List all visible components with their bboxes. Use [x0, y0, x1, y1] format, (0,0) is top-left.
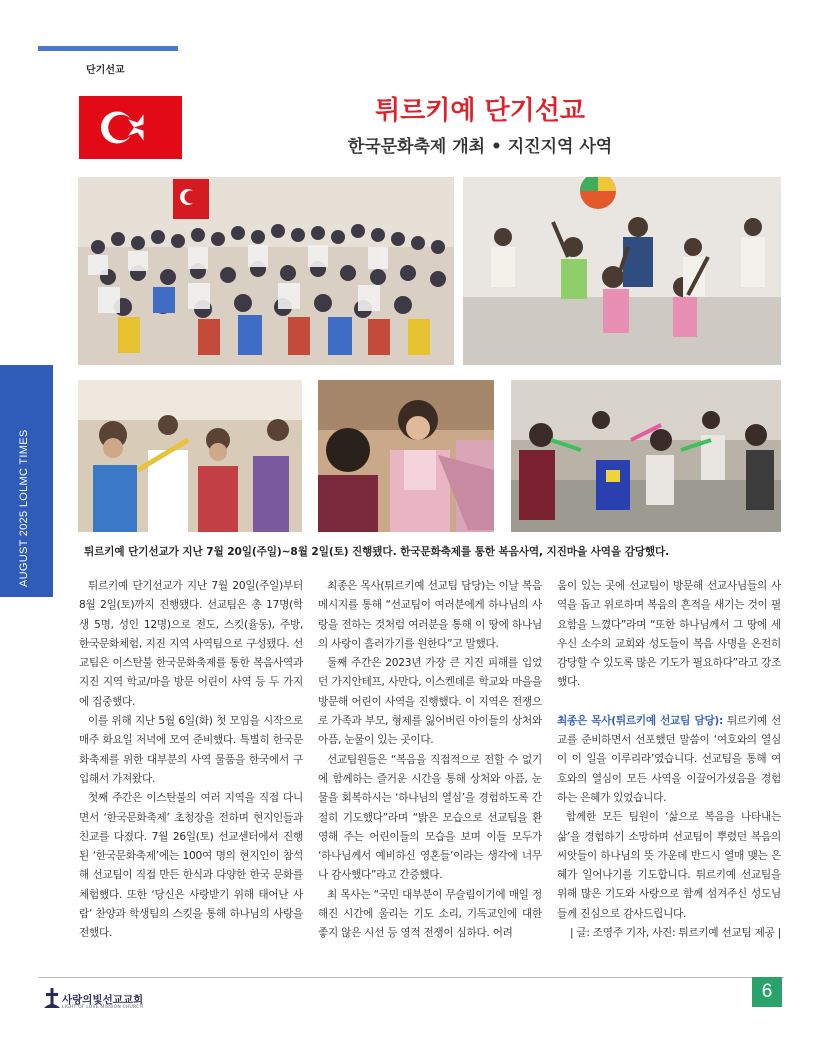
paragraph: 첫째 주간은 이스탄불의 여러 지역을 직접 다니면서 ‘한국문화축제’ 초청장을 전하며 현지인들과 친교를 다졌다. 7월 26일(토) 선교센터에서 진행된 ‘한국문화축제’에는 100여 명의 현지인이 참석해 선교팀이 직접 만든 한식과 다양한 한국 문화를 체험했다. 또한 ‘당신은 사랑받기 위해 태어난 사람’ 찬양과 학생팀의 스킷을 통해 하나님의 사랑을 전했다.	[79, 792, 303, 940]
article-column-3	[557, 577, 781, 943]
balloon-photo	[511, 380, 781, 532]
side-tab-label: AUGUST 2025 LOLMC TIMES	[18, 429, 30, 587]
paragraph: 선교팀원들은 “복음을 직접적으로 전할 수 없기에 함께하는 즐거운 시간을 통해 상처와 아픔, 눈물을 회복하시는 ‘하나님의 열심’을 경험하도록 간절히 기도했다”라며 “밝은 모습으로 선교팀을 환영해 주는 어린이들의 모습을 보며 이들 모두가 ‘하나님께서 예비하신 영혼들’이라는 생각에 너무나 감사했다”라고 간증했다.	[318, 753, 542, 882]
paragraph: 이를 위해 지난 5월 6일(화) 첫 모임을 시작으로 매주 화요일 저녁에 모여 준비했다. 특별히 한국문화축제를 위한 대부분의 사역 물품을 한국에서 구입해서 가져왔다.	[79, 715, 303, 785]
side-tab	[0, 365, 53, 597]
hanbok-photo	[318, 380, 494, 532]
paragraph: 둘째 주간은 2023년 가장 큰 지진 피해를 입었던 가지안테프, 사만다, 이스켄데룬 학교와 마을을 방문해 어린이 사역을 진행했다. 이 지역은 전쟁으로 가족과 부모, 형제를 잃어버린 아이들의 상처와 아픔, 눈물이 있는 곳이다.	[318, 657, 542, 747]
photo-credit: | 글: 조영주 기자, 사진: 튀르키예 선교팀 제공 |	[569, 927, 781, 940]
article-subtitle: 한국문화축제 개최 • 지진지역 사역	[347, 137, 613, 157]
interview-text: 튀르키예 선교를 준비하면서 선포했던 말씀이 ‘여호와의 열심이 이 일을 이루리라’였습니다. 선교팀을 통해 여호와의 열심이 모든 사역을 이끌어가셨음을 경험하는 은혜가 있었습니다.	[557, 714, 781, 804]
church-subtitle: LIGHT OF LOVE MISSION CHURCH	[62, 1005, 144, 1010]
paragraph: 최 목사는 “국민 대부분이 무슬림이기에 매일 정해진 시간에 울리는 기도 소리, 기독교인에 대한 좋지 않은 시선 등 영적 전쟁이 심하다. 어려	[318, 888, 542, 940]
section-label: 단기선교	[86, 65, 125, 76]
interview-paragraph	[557, 712, 781, 808]
article-title: 튀르키예 단기선교	[375, 96, 585, 126]
children-game-photo	[463, 177, 781, 365]
photo-caption: 튀르키예 단기선교가 지난 7월 20일(주일)~8월 2일(토) 진행됐다. 한국문화축제를 통한 복음사역, 지진마을 사역을 감당했다.	[84, 546, 670, 558]
children-outdoor-photo	[78, 380, 302, 532]
top-accent-bar	[38, 46, 178, 51]
paragraph: 함께한 모든 팀원이 ‘삶으로 복음을 나타내는 삶’을 경험하기 소망하며 선교팀이 뿌렸던 복음의 씨앗들이 하나님의 뜻 가운데 반드시 열매 맺는 은혜가 일어나기를 기도합니다. 튀르키예 선교팀을 위해 많은 기도와 사랑으로 함께 섬겨주신 성도님들께 진심으로 감사드립니다.	[557, 811, 781, 920]
turkey-flag-image	[79, 96, 182, 159]
article-column-1	[79, 577, 303, 944]
group-photo	[78, 177, 454, 365]
article-column-2	[318, 577, 542, 944]
paragraph: 최종은 목사(튀르키예 선교팀 담당)는 이날 복음 메시지를 통해 “선교팀이 여러분에게 하나님의 사랑을 전하는 것처럼 여러분을 통해 이 땅에 하나님의 사랑이 흘러가기를 원한다”고 말했다.	[318, 580, 542, 650]
paragraph: 움이 있는 곳에 선교팀이 방문해 선교사님들의 사역을 돕고 위로하며 복음의 흔적을 새기는 것이 필요함을 느꼈다”라며 “또한 하나님께서 그 땅에 세우신 소수의 교회와 성도들이 복음 사명을 온전히 감당할 수 있도록 많은 기도가 필요하다”라고 강조했다.	[557, 580, 781, 689]
footer-divider	[38, 977, 784, 978]
church-name: 사랑의빛선교교회	[62, 994, 144, 1006]
interview-speaker: 최종은 목사(튀르키예 선교팀 담당):	[557, 714, 723, 727]
page-number: 6	[752, 977, 782, 1007]
paragraph: 튀르키예 단기선교가 지난 7월 20일(주일)부터 8월 2일(토)까지 진행됐다. 선교팀은 총 17명(학생 5명, 성인 12명)으로 전도, 스킷(율동), 주방, 한국문화체험, 지진 지역 사역팀으로 구성됐다. 선교팀은 이스탄불 한국문화축제를 통한 복음사역과 지진 지역 학교/마을 방문 어린이 사역 등 두 가지에 집중했다.	[79, 580, 303, 708]
dove-cross-icon	[44, 988, 60, 1010]
